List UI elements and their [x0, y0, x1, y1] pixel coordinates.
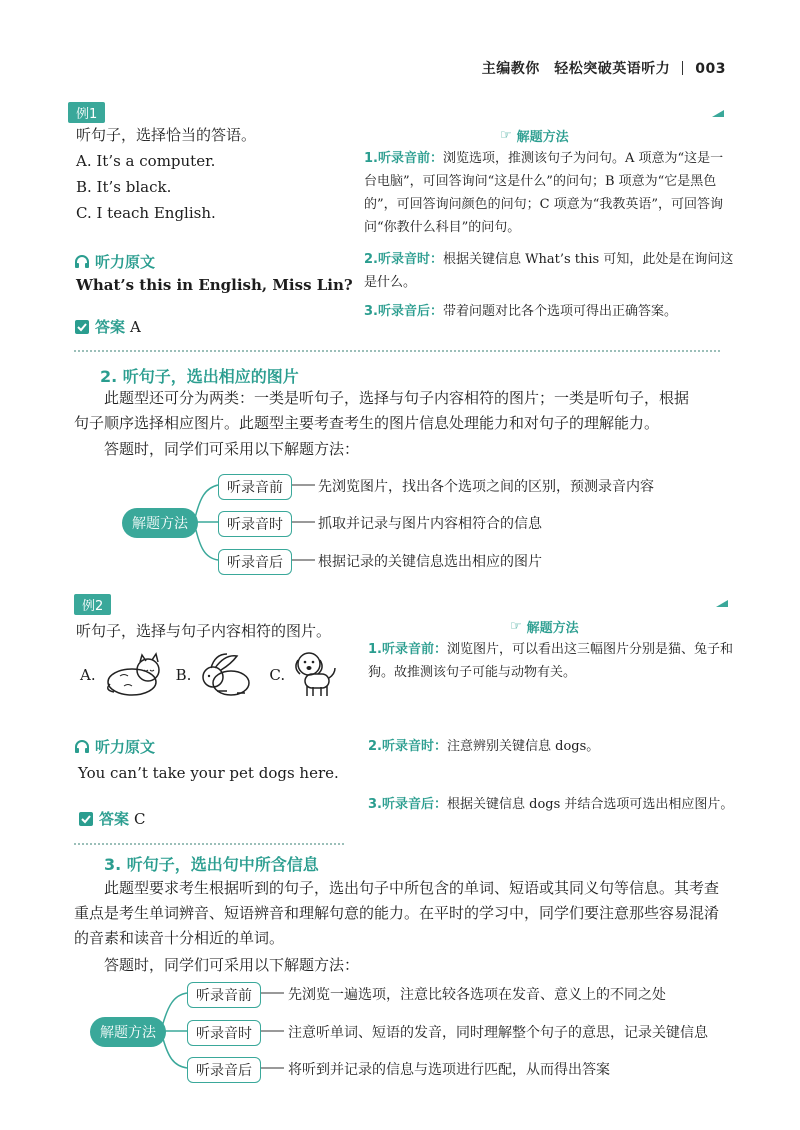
example2-transcript: You can’t take your pet dogs here.: [78, 764, 339, 782]
pointing-hand-icon: ☞: [510, 619, 522, 634]
mindmap-desc-before: 先浏览图片，找出各个选项之间的区别，预测录音内容: [318, 479, 654, 495]
example1-option-a: A. It’s a computer.: [76, 152, 216, 170]
pointing-hand-icon: ☞: [500, 128, 512, 143]
section2-title: 2. 听句子，选出相应的图片: [100, 367, 299, 386]
step-text: 根据关键信息 What’s this 可知，此处是在询问这是什么。: [364, 252, 734, 290]
step-label: 2.听录音时：: [368, 739, 447, 754]
mindmap-node-during: 听录音时: [218, 511, 292, 537]
mindmap-node-after: 听录音后: [218, 549, 292, 575]
listening-heading-label: 听力原文: [95, 253, 156, 271]
choice-letter: B.: [175, 666, 192, 684]
example1-option-c: C. I teach English.: [76, 204, 216, 222]
section3-method-intro: 答题时，同学们可采用以下解题方法：: [104, 956, 360, 974]
section3-paragraph: 此题型要求考生根据听到的句子，选出句子中所包含的单词、短语或其同义句等信息。其考查重点是考生单词辨音、短语辨音和理解句意的能力。在平时的学习中，同学们要注意那些容易混淆的音素和读音十分相近的单词。: [74, 879, 720, 947]
section2-method-intro: 答题时，同学们可采用以下解题方法：: [104, 440, 360, 458]
step-label: 3.听录音后：: [364, 304, 443, 319]
example1-question: 听句子，选择恰当的答语。: [76, 126, 257, 144]
method-heading-label: 解题方法: [526, 621, 579, 636]
mindmap-desc-after: 根据记录的关键信息选出相应的图片: [318, 554, 542, 570]
mindmap-desc-during: 抓取并记录与图片内容相符合的信息: [318, 516, 542, 532]
choice-letter: C.: [269, 666, 286, 684]
step-text: 浏览图片，可以看出这三幅图片分别是猫、兔子和狗。故推测该句子可能与动物有关。: [368, 642, 733, 680]
mindmap-desc-before: 先浏览一遍选项，注意比较各选项在发音、意义上的不同之处: [288, 987, 666, 1003]
step-label: 3.听录音后：: [368, 797, 447, 812]
mindmap-node-during: 听录音时: [187, 1020, 261, 1046]
step-label: 2.听录音时：: [364, 252, 443, 267]
mindmap-node-after: 听录音后: [187, 1057, 261, 1083]
book-title: 主编教你 轻松突破英语听力: [481, 61, 671, 77]
example-tag: 例1: [68, 102, 105, 123]
example1-option-b: B. It’s black.: [76, 178, 172, 196]
mindmap-root: 解题方法: [122, 508, 198, 538]
method-heading-label: 解题方法: [516, 130, 569, 145]
step-text: 注意辨别关键信息 dogs。: [446, 739, 600, 754]
answer-label: 答案: [99, 810, 130, 828]
example2-question: 听句子，选择与句子内容相符的图片。: [76, 622, 332, 640]
section2-paragraph: 此题型还可分为两类：一类是听句子，选择与句子内容相符的图片；一类是听句子，根据句子顺序选择相应图片。此题型主要考查考生的图片信息处理能力和对句子的理解能力。: [74, 389, 690, 432]
mindmap-node-before: 听录音前: [187, 982, 261, 1008]
mindmap-desc-after: 将听到并记录的信息与选项进行匹配，从而得出答案: [288, 1062, 610, 1078]
step-text: 带着问题对比各个选项可得出正确答案。: [442, 304, 677, 319]
section3-title: 3. 听句子，选出句中所含信息: [104, 855, 319, 874]
step-label: 1.听录音前：: [364, 151, 443, 166]
step-label: 1.听录音前：: [368, 642, 447, 657]
step-text: 浏览选项，推测该句子为问句。A 项意为“这是一台电脑”，可回答询问“这是什么”的问句；B 项意为“它是黑色的”，可回答询问颜色的问句；C 项意为“我教英语”，可回答询问“你教什么科目”的问句。: [364, 151, 724, 235]
mindmap-node-before: 听录音前: [218, 474, 292, 500]
answer-value: C: [134, 809, 146, 828]
mindmap-root: 解题方法: [90, 1017, 166, 1047]
choice-letter: A.: [80, 666, 96, 684]
listening-heading-label: 听力原文: [95, 738, 156, 756]
example1-transcript: What’s this in English, Miss Lin?: [76, 276, 353, 294]
answer-value: A: [130, 317, 141, 336]
answer-label: 答案: [95, 318, 126, 336]
step-text: 根据关键信息 dogs 并结合选项可选出相应图片。: [446, 797, 734, 812]
mindmap-desc-during: 注意听单词、短语的发音，同时理解整个句子的意思，记录关键信息: [288, 1025, 708, 1041]
page-number: 003: [695, 61, 726, 77]
example-tag: 例2: [74, 594, 111, 615]
